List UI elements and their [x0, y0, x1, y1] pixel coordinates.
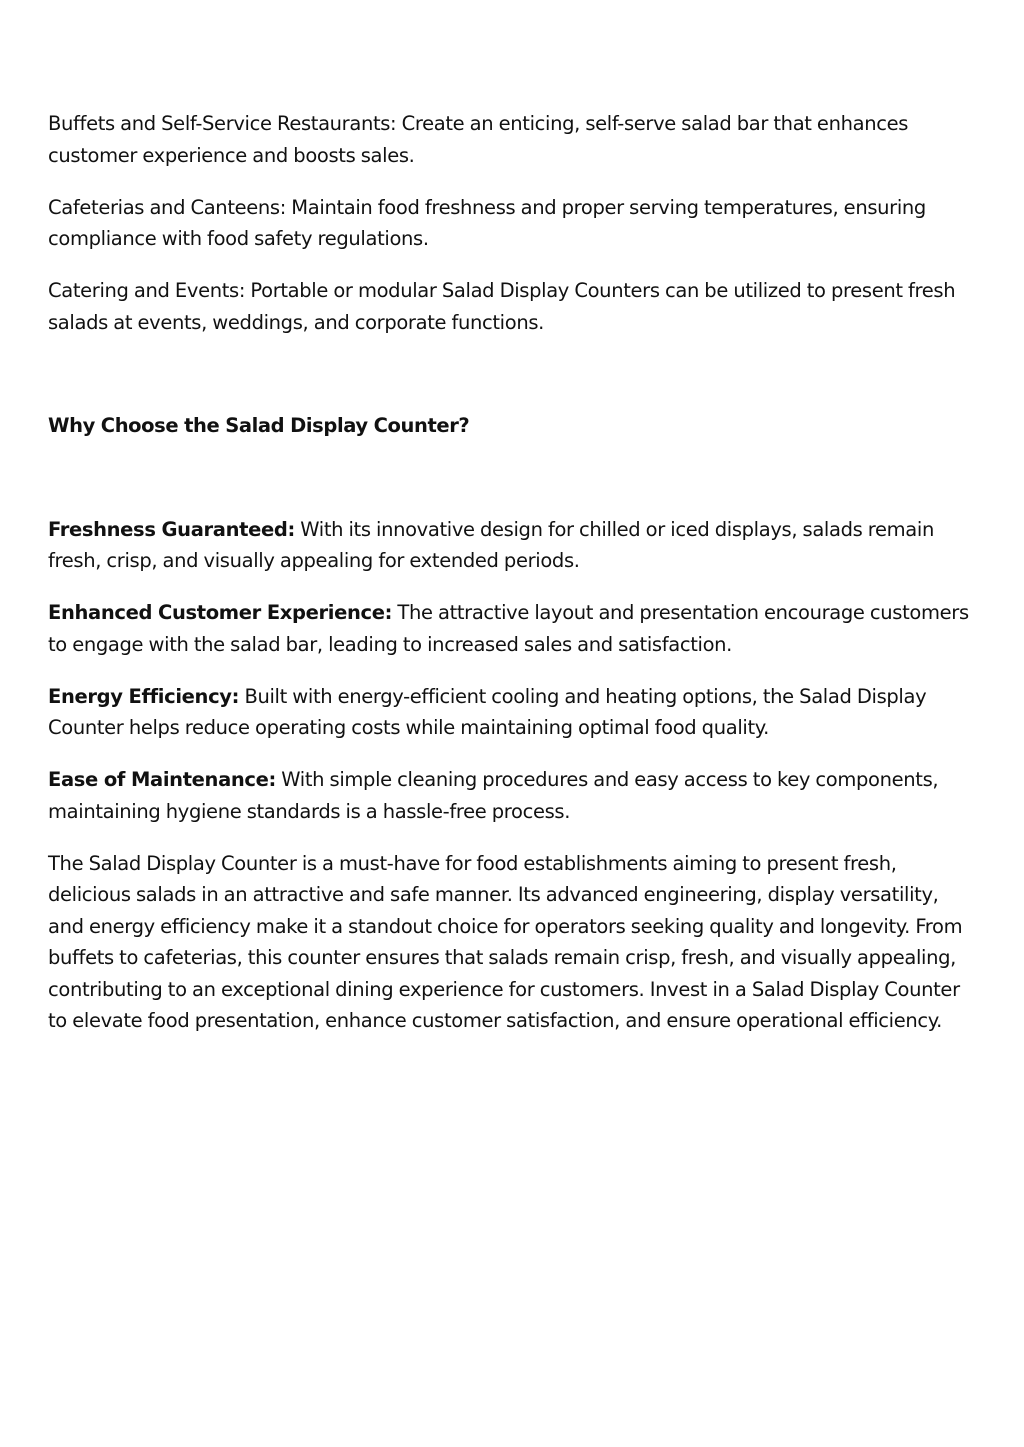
document-page — [48, 108, 978, 1037]
conclusion-paragraph: The Salad Display Counter is a must-have for food establishments aiming to present fresh, delicious salads in an attractive and safe manner. Its advanced engineering, display versatility, and energy efficiency make it a standout choice for operators seeking quality and longevity. From buffets to cafeterias, this counter ensures that salads remain crisp, fresh, and visually appealing, contributing to an exceptional dining experience for customers. Invest in a Salad Display Counter to elevate food presentation, enhance customer satisfaction, and ensure operational efficiency. — [48, 851, 963, 1032]
benefit-customer-experience-title: Enhanced Customer Experience: — [48, 601, 393, 624]
benefit-customer-experience — [48, 597, 978, 660]
benefit-freshness-title: Freshness Guaranteed: — [48, 517, 295, 541]
benefit-freshness-text: With its innovative design for chilled or iced displays, salads remain fresh, crisp, and visually appealing for extended periods. — [48, 517, 934, 572]
use-case-cafeterias: Cafeterias and Canteens: Maintain food freshness and proper serving temperatures, ensuring compliance with food safety regulations. — [48, 195, 926, 250]
benefit-energy-efficiency-text: Built with energy-efficient cooling and heating options, the Salad Display Counter helps reduce operating costs while maintaining optimal food quality. — [48, 684, 927, 739]
benefit-freshness — [48, 514, 978, 577]
benefit-customer-experience-text: The attractive layout and presentation encourage customers to engage with the salad bar, leading to increased sales and satisfaction. — [48, 601, 969, 656]
benefit-maintenance-title: Ease of Maintenance: — [48, 768, 276, 791]
benefit-energy-efficiency-title: Energy Efficiency: — [48, 684, 240, 708]
why-choose-heading: Why Choose the Salad Display Counter? — [48, 414, 470, 437]
use-case-catering: Catering and Events: Portable or modular Salad Display Counters can be utilized to present fresh salads at events, weddings, and corporate functions. — [48, 279, 956, 334]
benefit-energy-efficiency — [48, 681, 978, 744]
benefit-maintenance — [48, 764, 978, 827]
benefit-maintenance-text: With simple cleaning procedures and easy access to key components, maintaining hygiene standards is a hassle-free process. — [48, 768, 939, 823]
use-case-buffets: Buffets and Self-Service Restaurants: Create an enticing, self-serve salad bar that enhances customer experience and boosts sales. — [48, 112, 909, 167]
